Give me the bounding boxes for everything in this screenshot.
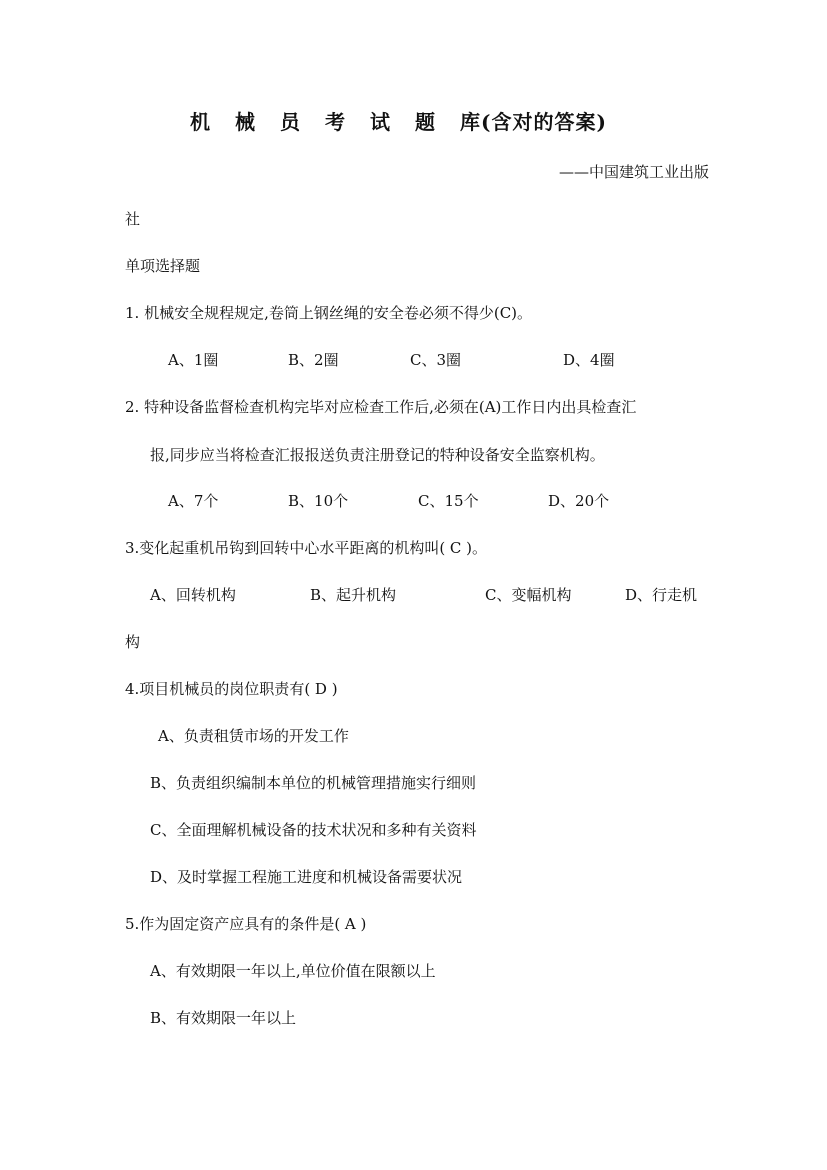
q2-option-d: D、20个 xyxy=(548,492,610,510)
question-4: 4.项目机械员的岗位职责有( D ) xyxy=(125,680,338,698)
q3-option-d: D、行走机 xyxy=(625,586,698,604)
q3-option-a: A、回转机构 xyxy=(150,586,236,604)
q2-option-c: C、15个 xyxy=(418,492,479,510)
question-5: 5.作为固定资产应具有的条件是( A ) xyxy=(125,915,367,933)
q3-option-c: C、变幅机构 xyxy=(485,586,572,604)
q1-option-c: C、3圈 xyxy=(410,351,462,369)
question-2: 2. 特种设备监督检查机构完毕对应检查工作后,必须在(A)工作日内出具检查汇 xyxy=(125,398,637,416)
title-char: 械 xyxy=(235,110,256,134)
title-char: 机 xyxy=(190,110,211,134)
title-char: 题 xyxy=(415,110,436,134)
question-3: 3.变化起重机吊钩到回转中心水平距离的机构叫( C )。 xyxy=(125,539,488,557)
document-title xyxy=(190,112,607,132)
question-2-cont: 报,同步应当将检查汇报报送负责注册登记的特种设备安全监察机构。 xyxy=(150,446,605,464)
q5-option-b: B、有效期限一年以上 xyxy=(150,1009,297,1027)
q4-option-c: C、全面理解机械设备的技术状况和多种有关资料 xyxy=(150,821,477,839)
q5-option-a: A、有效期限一年以上,单位价值在限额以上 xyxy=(150,962,436,980)
title-char: 考 xyxy=(325,110,346,134)
q2-option-a: A、7个 xyxy=(168,492,219,510)
q1-option-a: A、1圈 xyxy=(168,351,219,369)
q4-option-b: B、负责组织编制本单位的机械管理措施实行细则 xyxy=(150,774,477,792)
q4-option-d: D、及时掌握工程施工进度和机械设备需要状况 xyxy=(150,868,463,886)
q1-option-d: D、4圈 xyxy=(563,351,615,369)
q2-option-b: B、10个 xyxy=(288,492,349,510)
section-heading: 单项选择题 xyxy=(125,257,201,275)
title-char: 试 xyxy=(370,110,391,134)
q3-option-b: B、起升机构 xyxy=(310,586,397,604)
title-char: 员 xyxy=(280,110,301,134)
q1-option-b: B、2圈 xyxy=(288,351,339,369)
source-line: ——中国建筑工业出版 xyxy=(558,163,709,181)
title-char: 库(含对的答案) xyxy=(460,110,607,134)
source-line-wrap: 社 xyxy=(125,210,141,228)
q3-option-d-wrap: 构 xyxy=(125,633,141,651)
q4-option-a: A、负责租赁市场的开发工作 xyxy=(158,727,349,745)
question-1: 1. 机械安全规程规定,卷筒上钢丝绳的安全卷必须不得少(C)。 xyxy=(125,304,533,322)
